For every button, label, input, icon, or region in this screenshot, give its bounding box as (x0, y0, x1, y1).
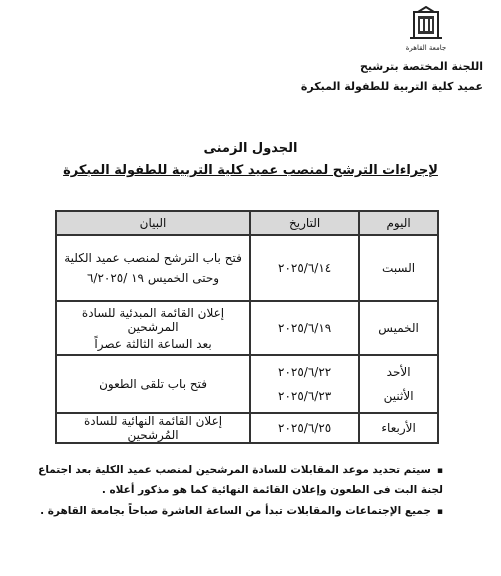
row-info-line: بعد الساعة الثالثة عصراً (94, 336, 212, 351)
row-info-line: إعلان القائمة المبدئية للسادة المرشحين (81, 305, 225, 334)
header-info: البيان (56, 211, 250, 235)
table-row (56, 355, 438, 413)
row-day-line: الأحد (386, 365, 411, 379)
square-bullet-icon: ▪ (436, 507, 443, 517)
row-date: ٢٠٢٥/٦/٢٥ (250, 413, 359, 443)
header-date: التاريخ (250, 211, 359, 235)
row-date-line: ٢٠٢٥/٦/٢٣ (278, 389, 332, 403)
row-day: السبت (359, 235, 438, 301)
row-info-line: فتح باب الترشح لمنصب عميد الكلية (64, 251, 242, 265)
schedule-title: الجدول الزمنى (203, 141, 298, 156)
row-info-line: وحتى الخميس ١٩ /٦/٢٠٢٥ (86, 271, 220, 285)
table-row (56, 301, 438, 355)
row-day: الأربعاء (359, 413, 438, 443)
note-item (28, 461, 443, 500)
logo-caption: جامعة القاهرة (405, 44, 447, 52)
table-row (56, 413, 438, 443)
row-info: فتح باب تلقى الطعون (56, 355, 250, 413)
row-day (359, 355, 438, 413)
row-date: ٢٠٢٥/٦/١٩ (250, 301, 359, 355)
department-name: عميد كلية التربية للطفولة المبكرة (300, 80, 483, 93)
square-bullet-icon: ▪ (436, 466, 443, 476)
note-text: سيتم تحديد موعد المقابلات للسادة المرشحين لمنصب عميد الكلية بعد اجتماع لجنة البت فى الطعون وإعلان القائمة النهائية كما هو مذكور أعلاه . (38, 464, 443, 496)
row-date-line: ٢٠٢٥/٦/٢٢ (278, 365, 332, 379)
note-item (28, 502, 443, 522)
schedule-subtitle-text: لإجراءات الترشح لمنصب عميد كلية التربية للطفولة المبكرة (63, 163, 438, 178)
row-info (56, 235, 250, 301)
committee-name: اللجنة المختصة بترشيح (359, 60, 483, 73)
header-day: اليوم (359, 211, 438, 235)
row-day-line: الأثنين (383, 389, 414, 403)
table-row (56, 235, 438, 301)
row-info (56, 301, 250, 355)
schedule-subtitle (0, 163, 501, 178)
university-logo (404, 6, 448, 54)
row-date: ٢٠٢٥/٦/١٤ (250, 235, 359, 301)
schedule-table (55, 210, 439, 444)
row-date (250, 355, 359, 413)
row-day: الخميس (359, 301, 438, 355)
table-header-row (56, 211, 438, 235)
row-info: إعلان القائمة النهائية للسادة المُرشحين (56, 413, 250, 443)
note-text: جميع الإجتماعات والمقابلات تبدأ من الساعة العاشرة صباحاً بجامعة القاهرة . (40, 505, 431, 517)
cairo-university-logo-icon (404, 6, 448, 54)
